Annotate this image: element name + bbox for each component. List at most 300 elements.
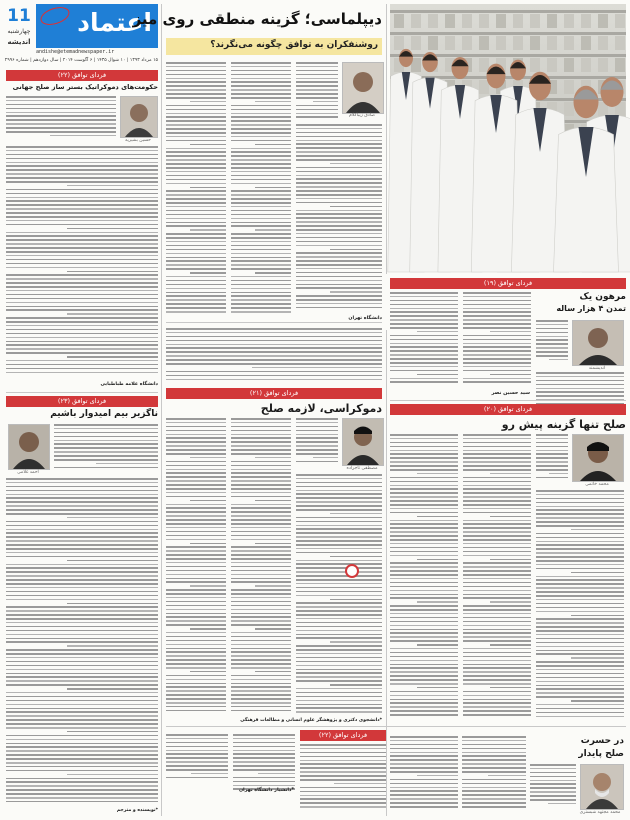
text-line [490,331,531,333]
text-line [390,508,458,510]
text-line [463,535,531,537]
text-line [296,441,338,443]
text-line [390,504,458,506]
article-21-body-a [296,418,338,468]
text-line [296,626,382,628]
text-line [231,624,291,626]
text-line [6,661,158,663]
text-line [536,450,568,452]
text-line [6,150,158,152]
text-line [296,62,338,64]
text-line [166,116,226,118]
text-line [166,190,226,192]
text-line [6,341,158,343]
text-line [166,332,382,334]
text-line [166,194,226,196]
text-line [6,610,158,612]
text-line [231,484,291,486]
portrait-illustration [581,765,623,809]
text-line [166,347,382,349]
text-line [166,659,226,661]
text-line [463,350,531,352]
text-line [166,167,226,169]
text-line [231,449,291,451]
text-line [166,171,226,173]
text-line [54,459,158,461]
text-line [166,574,226,576]
text-line [536,438,568,440]
text-line [296,245,382,247]
text-line [231,620,291,622]
text-line [390,378,458,380]
text-line [166,295,226,297]
text-line [231,613,291,615]
text-line [6,490,158,492]
text-line [6,368,158,370]
text-line [463,485,531,487]
text-line [231,694,291,696]
text-line [166,589,226,591]
text-line [296,649,382,651]
text-line [390,362,458,364]
text-line [166,355,382,357]
text-line [166,371,382,373]
text-line [6,743,158,745]
text-line [231,581,291,583]
text-line [166,515,226,517]
text-line [231,260,291,262]
text-line [6,158,158,160]
text-line [536,630,624,632]
text-line [390,783,458,785]
text-line [231,225,291,227]
text-line [296,93,338,95]
text-line [67,228,158,230]
text-line [231,589,291,591]
text-line [296,221,382,223]
article-22-mug [580,764,624,810]
text-line [231,418,291,420]
text-line [463,370,531,372]
text-line [255,457,291,459]
section-bar-20: فردای توافق (۲۰) [390,404,626,415]
text-line [231,148,291,150]
text-line [166,292,226,294]
text-line [231,253,291,255]
text-line [390,636,458,638]
text-line [67,774,158,776]
text-line [463,477,531,479]
text-line [166,742,228,744]
text-line [6,173,158,175]
text-line [166,299,226,301]
text-line [231,605,291,607]
text-line [6,638,158,640]
text-line [536,622,624,624]
text-line [296,167,382,169]
text-line [166,507,226,509]
text-line [166,303,226,305]
text-line [296,587,382,589]
text-line [463,714,531,716]
text-line [231,437,291,439]
text-line [231,574,291,576]
text-line [390,457,458,459]
text-line [462,798,526,800]
text-line [463,465,531,467]
text-line [463,625,531,627]
text-line [390,520,458,522]
text-line [67,185,158,187]
text-line [390,358,458,360]
text-line [330,249,382,251]
text-line [6,352,158,354]
text-line [390,794,458,796]
text-line [536,477,568,479]
text-line [166,449,226,451]
text-line [530,776,576,778]
text-line [536,537,624,539]
text-line [530,768,576,770]
text-line [6,282,158,284]
text-line [462,752,526,754]
text-line [231,167,291,169]
text-line [390,656,458,658]
text-line [6,622,158,624]
text-line [296,260,382,262]
text-line [166,340,382,342]
text-line [490,374,531,376]
text-line [390,366,458,368]
text-line [390,671,458,673]
text-line [6,704,158,706]
text-line [166,686,226,688]
text-line [296,256,382,258]
text-line [536,541,624,543]
text-line [463,609,531,611]
text-line [463,710,531,712]
text-line [6,595,158,597]
text-line [296,669,382,671]
text-line [6,501,158,503]
text-line [231,570,291,572]
text-line [6,552,158,554]
text-line [296,109,338,111]
text-line [536,599,624,601]
text-line [300,760,386,762]
text-line [296,430,338,432]
text-line [6,216,158,218]
text-line [296,202,382,204]
text-line [530,787,576,789]
text-line [166,422,226,424]
text-line [233,753,295,755]
text-line [166,570,226,572]
text-line [6,634,158,636]
text-line [6,673,158,675]
text-line [6,556,158,558]
section-bar-22: فردای توافق (۲۲) [300,730,386,741]
text-line [166,418,226,420]
text-line [231,62,291,64]
text-line [6,719,158,721]
text-line [190,272,226,274]
text-line [233,757,295,759]
text-line [536,556,624,558]
text-line [166,523,226,525]
text-line [330,163,382,165]
text-line [300,779,386,781]
text-line [6,298,158,300]
text-line [536,339,568,341]
text-line [231,698,291,700]
text-line [67,313,158,315]
text-line [390,327,458,329]
text-line [166,202,226,204]
text-line [231,578,291,580]
text-line [462,763,526,765]
text-line [390,736,458,738]
text-line [390,450,458,452]
text-line [166,480,226,482]
text-line [67,731,158,733]
text-line [536,509,624,511]
article-22-headline-2: صلح پایدار [578,749,624,759]
text-line [296,653,382,655]
column-divider [161,4,162,816]
text-line [166,359,382,361]
lead-mug [342,62,384,114]
text-line [296,194,382,196]
text-line [390,706,458,708]
text-line [6,112,116,114]
text-line [330,556,382,558]
text-line [313,101,338,103]
text-line [463,378,531,380]
left-mid-body-side [54,424,158,474]
text-line [6,746,158,748]
text-line [390,744,458,746]
text-line [530,799,576,801]
text-line [296,525,382,527]
text-line [463,488,531,490]
text-line [296,591,382,593]
text-line [6,641,158,643]
text-line [390,370,458,372]
article-22-mug-caption: محمد مجتهد شبستری [579,810,621,815]
text-line [231,441,291,443]
text-line [462,740,526,742]
text-line [536,568,624,570]
text-line [390,582,458,584]
text-line [463,543,531,545]
text-line [6,348,158,350]
text-line [463,590,531,592]
text-line [536,587,624,589]
text-line [536,332,568,334]
text-line [536,626,624,628]
text-line [536,324,568,326]
text-line [166,74,226,76]
text-line [166,179,226,181]
text-line [166,445,226,447]
text-line [390,311,458,313]
text-line [390,632,458,634]
text-line [166,124,226,126]
text-line [296,213,382,215]
text-line [231,66,291,68]
text-line [54,447,158,449]
article-19-mug [572,320,624,366]
text-line [166,280,226,282]
text-line [296,548,382,550]
text-line [296,264,382,266]
text-line [463,323,531,325]
text-line [231,554,291,556]
text-line [166,706,226,708]
text-line [330,599,382,601]
text-line [296,672,382,674]
article-21-mug [342,418,384,466]
text-line [463,613,531,615]
text-line [166,694,226,696]
column-divider [386,4,387,274]
text-line [296,657,382,659]
text-line [390,787,458,789]
text-line [462,806,526,808]
text-line [390,570,458,572]
text-line [300,752,386,754]
text-line [296,618,382,620]
text-line [6,251,158,253]
text-line [6,344,158,346]
text-line [536,611,624,613]
article-21-body-b [296,474,382,716]
text-line [166,546,226,548]
text-line [296,676,382,678]
left-top-body-full [6,146,158,378]
text-line [166,746,228,748]
text-line [296,426,338,428]
text-line [166,620,226,622]
text-line [231,648,291,650]
text-line [6,513,158,515]
text-line [6,302,158,304]
text-line [536,384,624,386]
text-line [390,629,458,631]
text-line [6,505,158,507]
text-line [231,183,291,185]
text-line [166,558,226,560]
text-line [536,692,624,694]
text-line [166,632,226,634]
text-line [231,288,291,290]
text-line [166,613,226,615]
text-line [166,268,226,270]
text-line [530,791,576,793]
text-line [390,748,458,750]
text-line [190,628,226,630]
text-line [231,233,291,235]
text-line [296,521,382,523]
text-line [390,752,458,754]
text-line [300,771,386,773]
portrait-illustration [573,435,623,481]
text-line [417,473,458,475]
text-line [231,706,291,708]
text-line [255,144,291,146]
text-line [536,548,624,550]
text-line [231,651,291,653]
text-line [166,769,228,771]
text-line [166,702,226,704]
section-bar-21: فردای توافق (۲۱) [166,388,382,399]
text-line [166,484,226,486]
text-line [390,461,458,463]
text-line [6,793,158,795]
text-line [6,100,116,102]
text-line [536,351,568,353]
text-line [390,594,458,596]
text-line [536,453,568,455]
text-line [166,206,226,208]
text-line [296,81,338,83]
text-line [536,708,624,710]
text-line [530,795,576,797]
text-line [530,783,576,785]
text-line [67,645,158,647]
text-line [296,579,382,581]
text-line [463,531,531,533]
lab-group-photo [390,4,626,272]
text-line [190,500,226,502]
text-line [231,422,291,424]
text-line [536,320,568,322]
text-line [166,535,226,537]
text-line [463,327,531,329]
text-line [571,615,624,617]
text-line [166,276,226,278]
text-line [296,272,382,274]
text-line [231,171,291,173]
text-line [390,771,458,773]
text-line [255,272,291,274]
text-line [390,695,458,697]
text-line [463,683,531,685]
text-line [390,543,458,545]
text-line [166,655,226,657]
text-line [166,113,226,115]
text-line [390,679,458,681]
text-line [6,108,116,110]
text-line [390,798,458,800]
text-line [296,190,382,192]
text-line [231,434,291,436]
text-line [166,539,226,541]
text-line [231,218,291,220]
text-line [231,210,291,212]
text-line [231,496,291,498]
text-line [166,566,226,568]
text-line [6,540,158,542]
text-line [296,225,382,227]
text-line [390,477,458,479]
text-line [6,564,158,566]
text-line [166,257,226,259]
text-line [390,512,458,514]
text-line [390,578,458,580]
text-line [536,388,624,390]
